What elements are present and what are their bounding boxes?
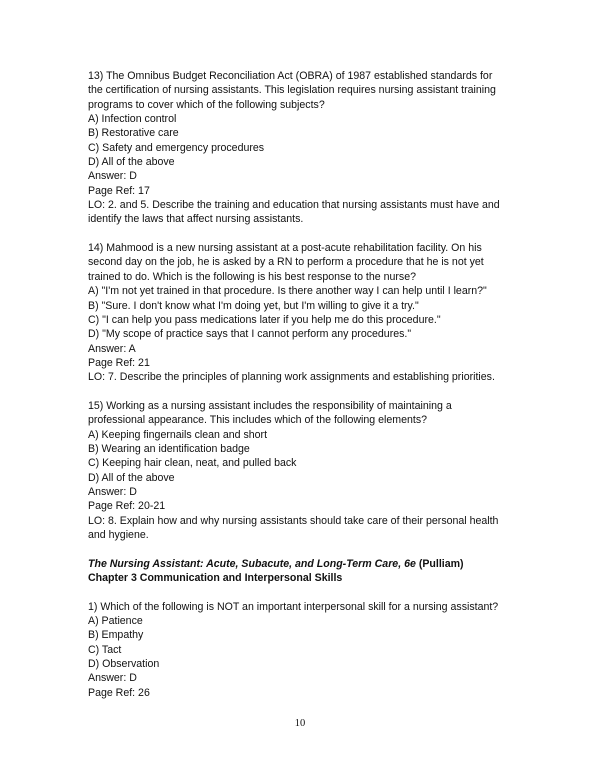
learning-objective: identify the laws that affect nursing assistants. [88, 213, 304, 226]
spacer [88, 227, 518, 241]
question-stem-line: programs to cover which of the following subjects? [88, 98, 325, 111]
page-number: 10 [294, 718, 306, 729]
answer-option: C) Keeping hair clean, neat, and pulled back [88, 457, 297, 470]
question-stem-line: 14) Mahmood is a new nursing assistant at a post-acute rehabilitation facility. On his [88, 242, 482, 255]
answer-option: D) All of the above [88, 156, 175, 169]
question-stem-line: 15) Working as a nursing assistant includes the responsibility of maintaining a [88, 399, 452, 412]
learning-objective: and hygiene. [88, 529, 149, 541]
book-title [88, 557, 518, 571]
learning-objective: LO: 2. and 5. Describe the training and education that nursing assistants must have and [88, 199, 500, 212]
answer-option: D) All of the above [88, 471, 175, 484]
answer-option: A) "I'm not yet trained in that procedure. Is there another way I can help until I learn?" [88, 285, 487, 298]
question-stem-line: the certification of nursing assistants. This legislation requires nursing assistant training [88, 84, 496, 97]
answer-key: Answer: A [88, 342, 136, 355]
question-stem-line: trained to do. Which is the following is his best response to the nurse? [88, 270, 416, 283]
question-15 [88, 399, 518, 542]
chapter3-question-1 [88, 600, 518, 700]
spacer [88, 542, 518, 556]
book-title-italic: The Nursing Assistant: Acute, Subacute, and Long-Term Care, 6e [88, 557, 416, 570]
answer-option: B) Empathy [88, 629, 144, 642]
book-author: (Pulliam) [415, 557, 464, 570]
answer-option: A) Patience [88, 615, 143, 628]
question-stem-line: 13) The Omnibus Budget Reconciliation Act (OBRA) of 1987 established standards for [88, 70, 493, 82]
answer-option: A) Infection control [88, 113, 177, 126]
answer-option: C) Tact [88, 643, 122, 656]
chapter-heading [88, 557, 518, 586]
answer-option: D) Observation [88, 658, 160, 671]
answer-key: Answer: D [88, 485, 137, 498]
answer-option: A) Keeping fingernails clean and short [88, 428, 268, 441]
spacer [88, 585, 518, 599]
answer-option: D) "My scope of practice says that I cannot perform any procedures." [88, 328, 412, 341]
answer-option: C) "I can help you pass medications later if you help me do this procedure." [88, 313, 441, 326]
question-13 [88, 69, 518, 227]
question-stem-line: second day on the job, he is asked by a RN to perform a procedure that he is not yet [88, 256, 484, 269]
page-reference: Page Ref: 20-21 [88, 500, 166, 513]
page-reference: Page Ref: 17 [88, 184, 150, 197]
page-reference: Page Ref: 21 [88, 356, 150, 369]
page-reference: Page Ref: 26 [88, 686, 150, 699]
question-stem-line: 1) Which of the following is NOT an important interpersonal skill for a nursing assistant? [88, 600, 499, 613]
spacer [88, 385, 518, 399]
page-content [88, 69, 518, 700]
learning-objective: LO: 8. Explain how and why nursing assistants should take care of their personal health [88, 514, 499, 527]
answer-key: Answer: D [88, 170, 137, 183]
answer-option: B) Restorative care [88, 127, 179, 140]
chapter-title: Chapter 3 Communication and Interpersonal Skills [88, 572, 343, 585]
answer-option: C) Safety and emergency procedures [88, 141, 265, 154]
question-14 [88, 241, 518, 384]
answer-option: B) Wearing an identification badge [88, 442, 250, 455]
learning-objective: LO: 7. Describe the principles of planning work assignments and establishing priorities. [88, 371, 495, 384]
question-stem-line: professional appearance. This includes which of the following elements? [88, 414, 428, 427]
answer-option: B) "Sure. I don't know what I'm doing yet, but I'm willing to give it a try." [88, 299, 419, 312]
answer-key: Answer: D [88, 672, 137, 685]
